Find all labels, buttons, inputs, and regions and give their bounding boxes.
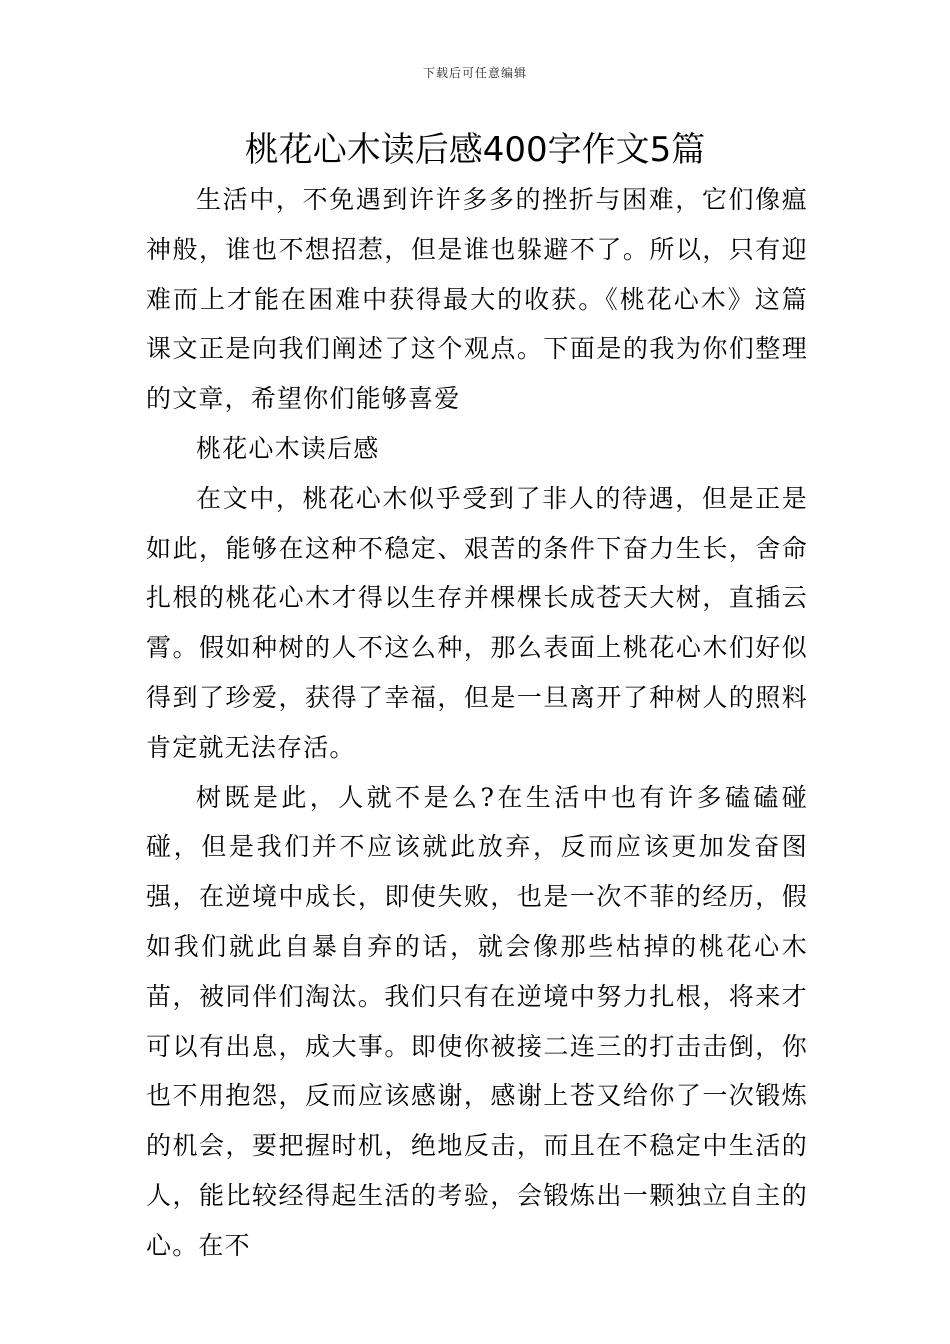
paragraph-body-2: 树既是此，人就不是么?在生活中也有许多磕磕碰碰，但是我们并不应该就此放弃，反而应该更加发奋图强，在逆境中成长，即使失败，也是一次不菲的经历，假如我们就此自暴自弃的话，就会像那些枯掉的桃花心木苗，被同伴们淘汰。我们只有在逆境中努力扎根，将来才可以有出息，成大事。即使你被接二连三的打击击倒，你也不用抱怨，反而应该感谢，感谢上苍又给你了一次锻炼的机会，要把握时机，绝地反击，而且在不稳定中生活的人，能比较经得起生活的考验，会锻炼出一颗独立自主的心。在不 (146, 782, 808, 1260)
header-note: 下载后可任意编辑 (422, 66, 527, 80)
section-heading: 桃花心木读后感 (196, 433, 380, 463)
paragraph-intro: 生活中，不免遇到许许多多的挫折与困难，它们像瘟神般，谁也不想招惹，但是谁也躲避不了。所以，只有迎难而上才能在困难中获得最大的收获。《桃花心木》这篇课文正是向我们阐述了这个观点。下面是的我为你们整理的文章，希望你们能够喜爱 (146, 185, 808, 414)
document-title: 桃花心木读后感400字作文5篇 (244, 130, 706, 170)
document-body (146, 175, 808, 1271)
paragraph-body-1: 在文中，桃花心木似乎受到了非人的待遇，但是正是如此，能够在这种不稳定、艰苦的条件下奋力生长，舍命扎根的桃花心木才得以生存并棵棵长成苍天大树，直插云霄。假如种树的人不这么种，那么表面上桃花心木们好似得到了珍爱，获得了幸福，但是一旦离开了种树人的照料肯定就无法存活。 (146, 483, 808, 762)
